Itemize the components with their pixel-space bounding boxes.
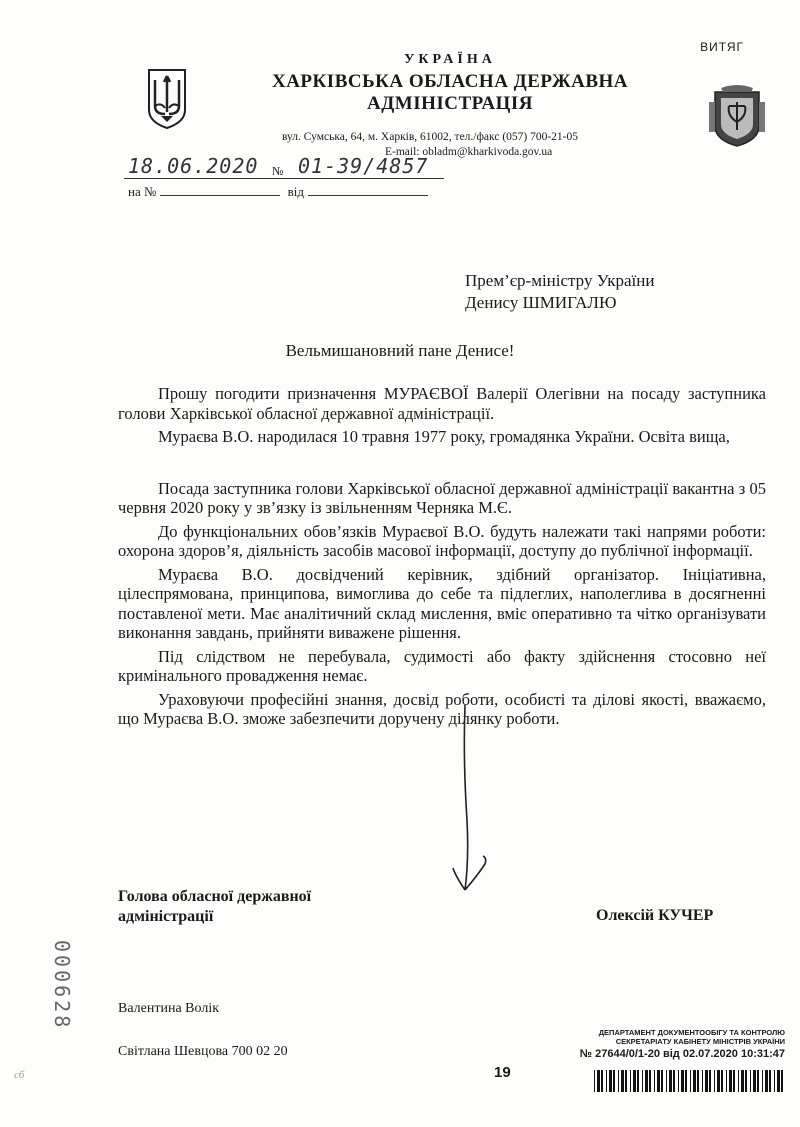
barcode-bar: [781, 1070, 783, 1092]
barcode-bar: [777, 1070, 780, 1092]
barcode-bar: [690, 1070, 691, 1092]
barcode-bar: [630, 1070, 631, 1092]
outgoing-underline: [124, 178, 444, 179]
country-name: УКРАЇНА: [404, 52, 496, 67]
barcode-bar: [685, 1070, 687, 1092]
barcode-bar: [661, 1070, 663, 1092]
signatory-title-line2: адміністрації: [118, 908, 214, 925]
barcode-bar: [702, 1070, 703, 1092]
reference-date-label: від: [287, 184, 305, 199]
barcode-bar: [673, 1070, 675, 1092]
barcode-bar: [649, 1070, 651, 1092]
barcode-bar: [601, 1070, 603, 1092]
barcode-bar: [765, 1070, 768, 1092]
registration-number: № 27644/0/1-20 від 02.07.2020 10:31:47: [579, 1048, 785, 1060]
barcode-bar: [642, 1070, 643, 1092]
salutation: Вельмишановний пане Денисе!: [285, 341, 515, 360]
barcode: [594, 1070, 784, 1092]
registration-stamp-line2: СЕКРЕТАРІАТУ КАБІНЕТУ МІНІСТРІВ УКРАЇНИ: [615, 1037, 785, 1046]
letter-body: [118, 384, 766, 733]
barcode-bar: [762, 1070, 763, 1092]
barcode-bar: [750, 1070, 751, 1092]
reference-date-blank: [308, 195, 428, 196]
barcode-bar: [597, 1070, 600, 1092]
addressee-line2: Денису ШМИГАЛЮ: [465, 293, 617, 312]
organization-name-line2: АДМІНІСТРАЦІЯ: [367, 93, 533, 114]
barcode-bar: [606, 1070, 607, 1092]
outgoing-date: 18.06.2020: [128, 154, 259, 178]
corner-mark: сб: [14, 1069, 25, 1081]
registration-stamp-line1: ДЕПАРТАМЕНТ ДОКУМЕНТООБІГУ ТА КОНТРОЛЮ: [598, 1028, 785, 1037]
barcode-bar: [666, 1070, 667, 1092]
addressee-line1: Прем’єр-міністру України: [465, 271, 655, 290]
barcode-bar: [657, 1070, 660, 1092]
body-paragraph: Ураховуючи професійні знання, досвід роботи, особисті та ділові якості, вважаємо, що Мураєва В.О. зможе забезпечити доручену ділянку роботи.: [118, 689, 766, 728]
organization-name-line1: ХАРКІВСЬКА ОБЛАСНА ДЕРЖАВНА: [271, 71, 629, 92]
barcode-bar: [709, 1070, 711, 1092]
body-paragraph: Посада заступника голови Харківської обласної державної адміністрації вакантна з 05 червня 2020 року у зв’язку із звільненням Черняка М.Є.: [118, 478, 766, 517]
organization-email: E-mail: obladm@kharkivoda.gov.ua: [385, 146, 553, 158]
barcode-bar: [633, 1070, 636, 1092]
barcode-bar: [717, 1070, 720, 1092]
registration-stamp: [555, 1028, 785, 1060]
outgoing-number: 01-39/4857: [298, 154, 429, 178]
signatory-title: [118, 887, 311, 927]
handwritten-signature: [425, 700, 535, 900]
body-paragraph: До функціональних обов’язків Мураєвої В.О. будуть належати такі напрями роботи: охорона здоров’я, діяльність засобів масової інформації, доступу до публічної інформації.: [118, 521, 766, 560]
letterhead: [260, 52, 640, 115]
barcode-bar: [681, 1070, 684, 1092]
barcode-bar: [705, 1070, 708, 1092]
reference-number-blank: [160, 195, 280, 196]
barcode-bar: [609, 1070, 612, 1092]
barcode-bar: [669, 1070, 672, 1092]
kharkiv-coat-of-arms-icon: [707, 82, 767, 150]
vertical-stamp-number: 000628: [50, 940, 74, 1031]
executor-name-2: Світлана Шевцова 700 02 20: [118, 1044, 288, 1059]
body-paragraph: Мураєва В.О. досвідчений керівник, здібний організатор. Ініціативна, цілеспрямована, принципова, вимоглива до себе та підлеглих, наполеглива в досягненні поставленої мети. Має аналітичний склад мислення, вміє оперативно та чітко організувати виконання завдань, прийняти виважене рішення.: [118, 564, 766, 642]
body-paragraph: Під слідством не перебувала, судимості або факту здійснення стосовно неї кримінального провадження немає.: [118, 646, 766, 685]
barcode-bar: [753, 1070, 756, 1092]
barcode-bar: [613, 1070, 615, 1092]
barcode-bar: [625, 1070, 627, 1092]
barcode-bar: [645, 1070, 648, 1092]
barcode-bar: [745, 1070, 747, 1092]
addressee: [465, 270, 654, 314]
organization-address: вул. Сумська, 64, м. Харків, 61002, тел./факс (057) 700-21-05: [282, 131, 579, 143]
barcode-bar: [757, 1070, 759, 1092]
trident-emblem-icon: [143, 66, 191, 130]
page-number: 19: [494, 1064, 511, 1081]
executor-name-1: Валентина Волік: [118, 1001, 220, 1016]
barcode-bar: [741, 1070, 744, 1092]
reference-number-label: на №: [128, 184, 157, 199]
barcode-bar: [618, 1070, 619, 1092]
signatory-title-line1: Голова обласної державної: [118, 888, 312, 905]
vertical-stamp: [52, 940, 80, 1030]
barcode-bar: [738, 1070, 739, 1092]
outgoing-number-label: №: [272, 164, 284, 178]
barcode-bar: [621, 1070, 624, 1092]
reference-line: [128, 184, 432, 200]
barcode-bar: [654, 1070, 655, 1092]
barcode-bar: [714, 1070, 715, 1092]
barcode-bar: [729, 1070, 732, 1092]
barcode-bar: [774, 1070, 775, 1092]
signatory-name: Олексій КУЧЕР: [596, 907, 714, 924]
barcode-bar: [769, 1070, 771, 1092]
barcode-bar: [726, 1070, 727, 1092]
barcode-bar: [594, 1070, 595, 1092]
barcode-bar: [693, 1070, 696, 1092]
body-paragraph: Мураєва В.О. народилася 10 травня 1977 року, громадянка України. Освіта вища,: [158, 427, 730, 446]
barcode-bar: [637, 1070, 639, 1092]
barcode-bar: [678, 1070, 679, 1092]
body-paragraph: Прошу погодити призначення МУРАЄВОЇ Валерії Олегівни на посаду заступника голови Харківської обласної державної адміністрації.: [118, 384, 766, 423]
barcode-bar: [733, 1070, 735, 1092]
barcode-bar: [721, 1070, 723, 1092]
barcode-bar: [697, 1070, 699, 1092]
extract-mark: ВИТЯГ: [700, 40, 744, 54]
